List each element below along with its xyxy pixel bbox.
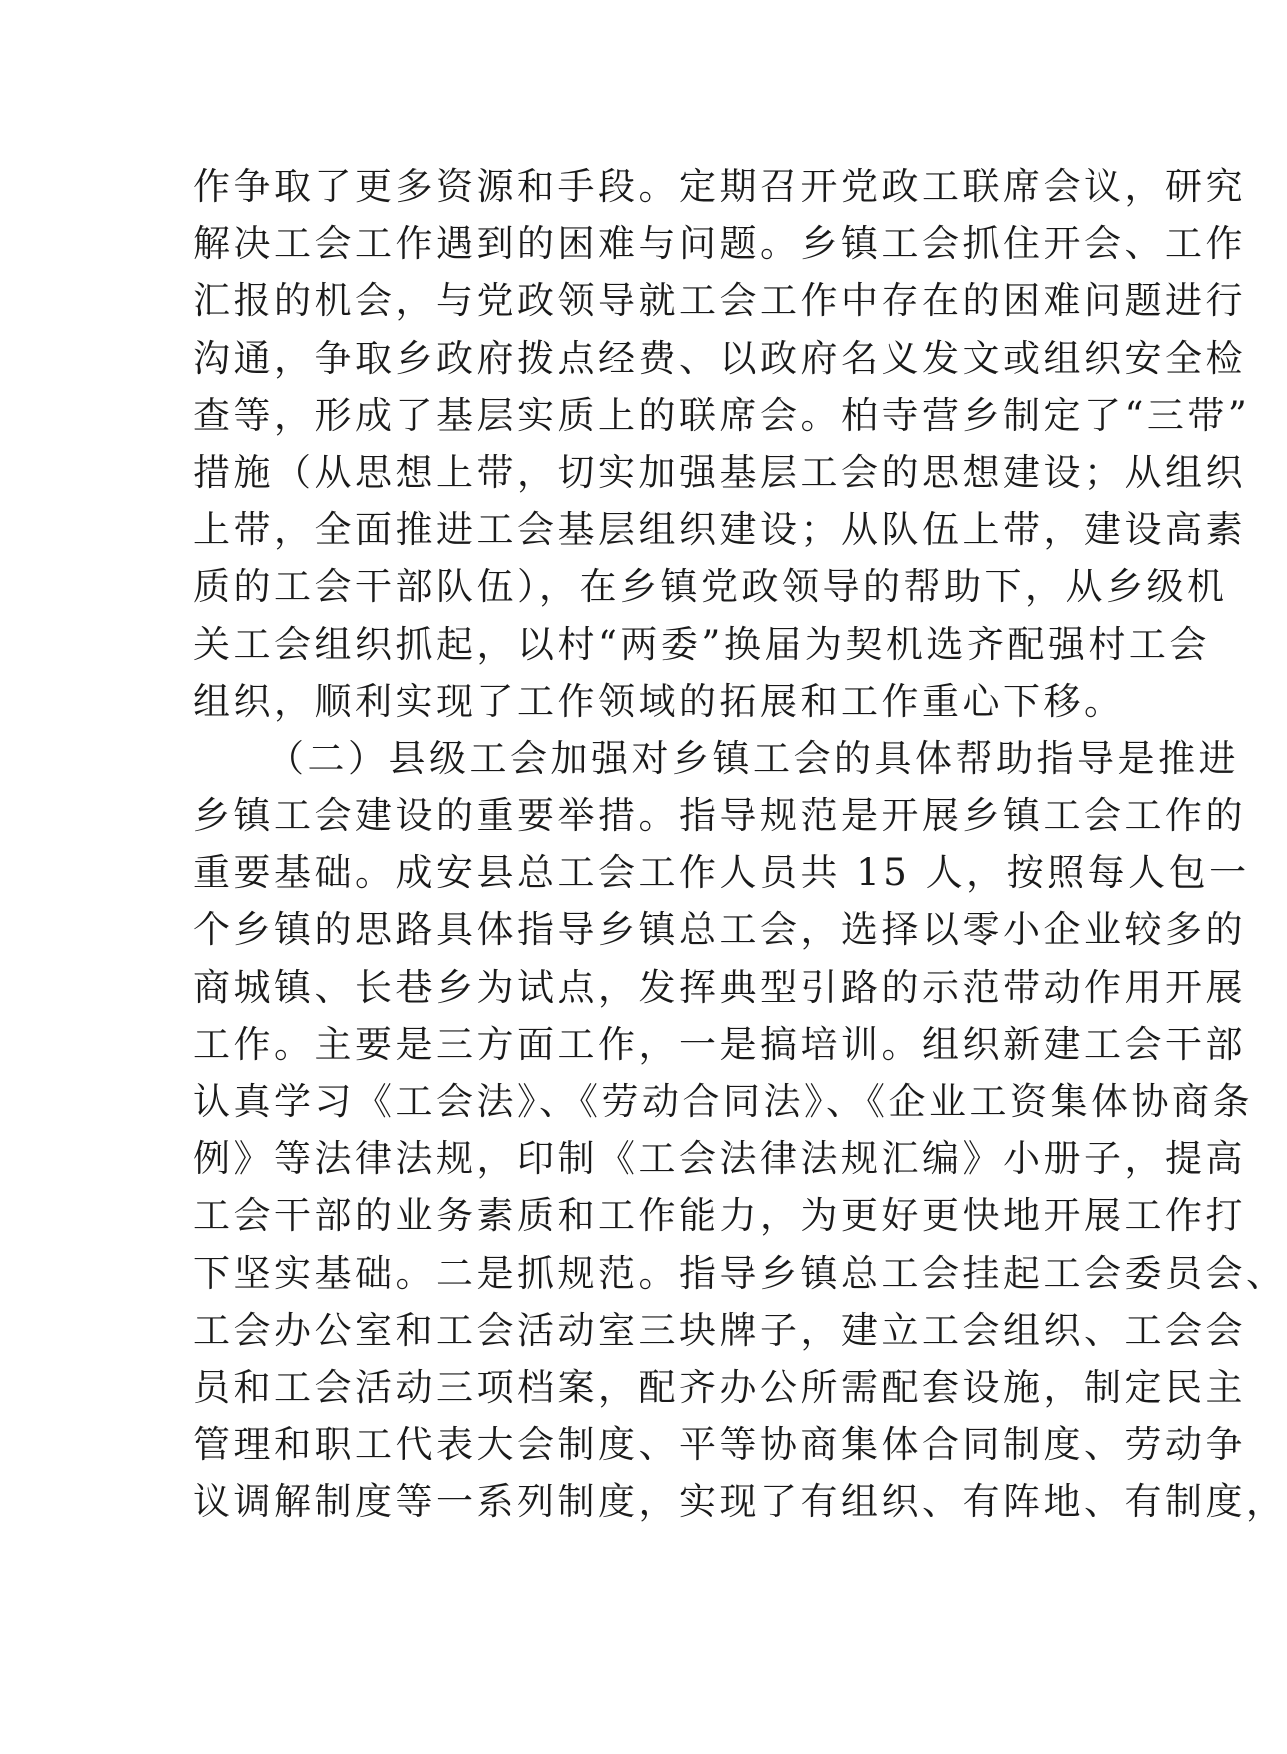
- text-line: 解决工会工作遇到的困难与问题。乡镇工会抓住开会、工作: [193, 222, 1246, 266]
- text-line: 商城镇、长巷乡为试点，发挥典型引路的示范带动作用开展: [193, 965, 1246, 1009]
- text-line: 个乡镇的思路具体指导乡镇总工会，选择以零小企业较多的: [193, 908, 1246, 952]
- text-line: 作争取了更多资源和手段。定期召开党政工联席会议，研究: [193, 165, 1246, 208]
- text-line: 组织，顺利实现了工作领域的拓展和工作重心下移。: [193, 679, 1125, 723]
- text-line: 上带，全面推进工会基层组织建设；从队伍上带，建设高素: [193, 508, 1246, 552]
- text-line: 查等，形成了基层实质上的联席会。柏寺营乡制定了“三带”: [193, 393, 1251, 437]
- text-line: 沟通，争取乡政府拨点经费、以政府名义发文或组织安全检: [193, 336, 1246, 380]
- text-line: 工会干部的业务素质和工作能力，为更好更快地开展工作打: [193, 1194, 1246, 1238]
- text-line: 重要基础。成安县总工会工作人员共 15 人，按照每人包一: [193, 851, 1250, 895]
- text-line: 员和工会活动三项档案，配齐办公所需配套设施，制定民主: [193, 1365, 1246, 1409]
- text-line: 下坚实基础。二是抓规范。指导乡镇总工会挂起工会委员会、: [193, 1251, 1287, 1295]
- text-line: 措施（从思想上带，切实加强基层工会的思想建设；从组织: [193, 450, 1246, 494]
- text-line: 汇报的机会，与党政领导就工会工作中存在的困难问题进行: [193, 279, 1246, 323]
- text-line: 管理和职工代表大会制度、平等协商集体合同制度、劳动争: [193, 1423, 1246, 1467]
- text-line: 工会办公室和工会活动室三块牌子，建立工会组织、工会会: [193, 1308, 1246, 1352]
- paragraph-start-line: （二）县级工会加强对乡镇工会的具体帮助指导是推进: [267, 736, 1239, 780]
- text-line: 认真学习《工会法》、《劳动合同法》、《企业工资集体协商条: [193, 1080, 1253, 1123]
- text-line: 例》等法律法规，印制《工会法律法规汇编》小册子，提高: [193, 1137, 1246, 1181]
- text-line: 工作。主要是三方面工作，一是搞培训。组织新建工会干部: [193, 1022, 1246, 1066]
- text-line: 关工会组织抓起，以村“两委”换届为契机选齐配强村工会: [193, 622, 1210, 666]
- body-text: [193, 158, 1287, 1531]
- text-line: 乡镇工会建设的重要举措。指导规范是开展乡镇工会工作的: [193, 794, 1246, 838]
- text-line: 质的工会干部队伍），在乡镇党政领导的帮助下，从乡级机: [193, 565, 1228, 609]
- text-line: 议调解制度等一系列制度，实现了有组织、有阵地、有制度，: [193, 1480, 1287, 1524]
